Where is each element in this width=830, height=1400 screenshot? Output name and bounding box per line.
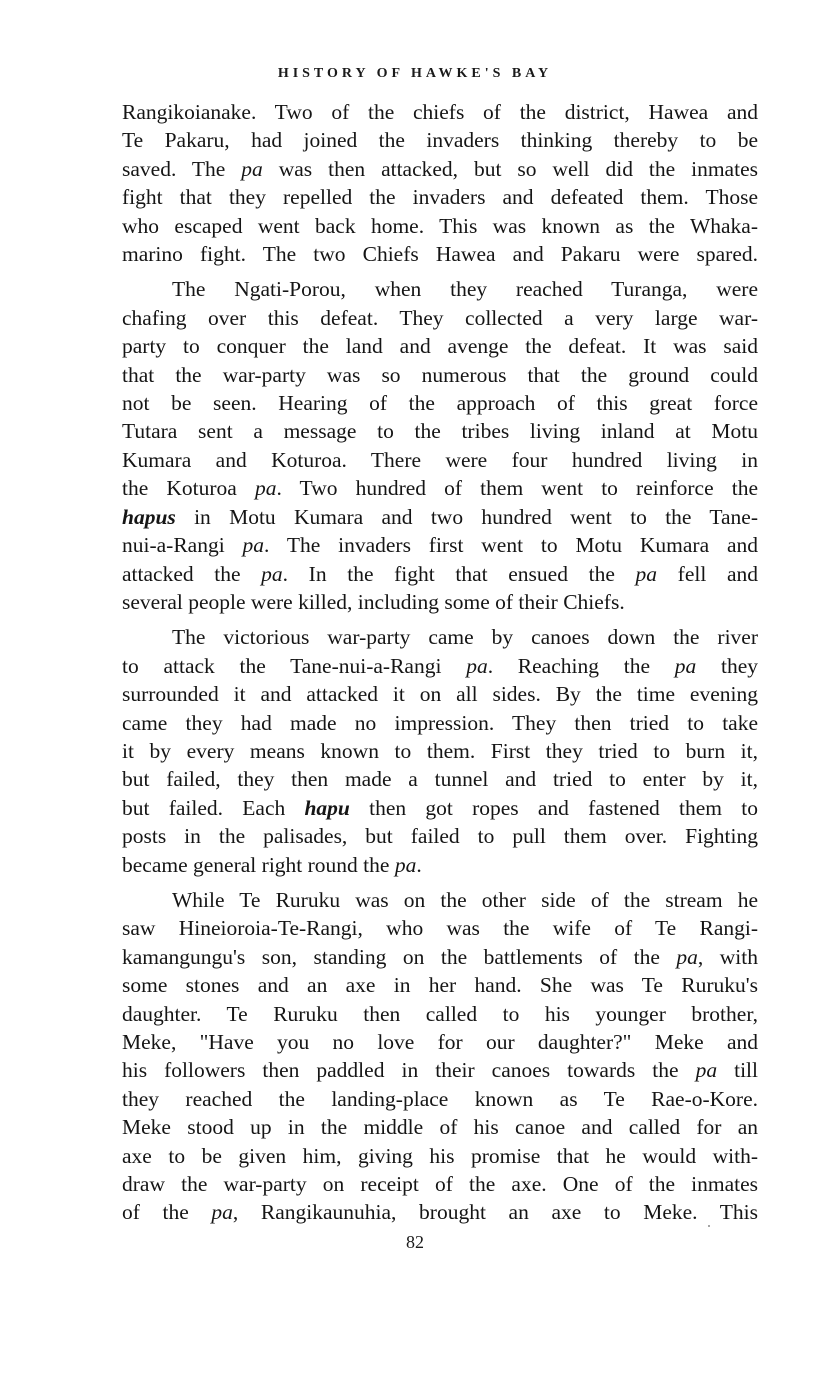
- text-line: axe to be given him, giving his promise that he would with-: [122, 1143, 758, 1168]
- text-line: his followers then paddled in their canoes towards the pa till: [122, 1058, 758, 1083]
- text-line: the Koturoa pa. Two hundred of them went to reinforce the: [122, 476, 758, 501]
- text-line: it by every means known to them. First they tried to burn it,: [122, 738, 758, 763]
- paragraph-2: [122, 275, 758, 616]
- text-line: Tutara sent a message to the tribes living inland at Motu: [122, 419, 758, 444]
- text-line: that the war-party was so numerous that the ground could: [122, 362, 758, 387]
- text-line: Kumara and Koturoa. There were four hundred living in: [122, 447, 758, 472]
- text-line: marino fight. The two Chiefs Hawea and Pakaru were spared.: [122, 242, 758, 267]
- paragraph-4: [122, 886, 758, 1227]
- text-line: The victorious war-party came by canoes down the river: [172, 625, 758, 650]
- text-line: became general right round the pa.: [122, 852, 422, 877]
- text-line: Te Pakaru, had joined the invaders thinking thereby to be: [122, 128, 758, 153]
- text-line: some stones and an axe in her hand. She was Te Ruruku's: [122, 973, 758, 998]
- text-line: nui-a-Rangi pa. The invaders first went to Motu Kumara and: [122, 533, 758, 558]
- text-line: came they had made no impression. They then tried to take: [122, 710, 758, 735]
- text-line: draw the war-party on receipt of the axe. One of the inmates: [122, 1172, 758, 1197]
- text-line: attacked the pa. In the fight that ensued the pa fell and: [122, 561, 758, 586]
- page-number: 82: [406, 1232, 424, 1252]
- text-line: The Ngati-Porou, when they reached Turanga, were: [172, 277, 758, 302]
- text-line: Meke, "Have you no love for our daughter?" Meke and: [122, 1030, 758, 1054]
- body-text: [122, 98, 758, 1234]
- text-line: several people were killed, including some of their Chiefs.: [122, 589, 625, 614]
- text-line: surrounded it and attacked it on all sides. By the time evening: [122, 682, 758, 707]
- paragraph-1: [122, 98, 758, 268]
- text-line: daughter. Te Ruruku then called to his younger brother,: [122, 1001, 758, 1026]
- text-line: Meke stood up in the middle of his canoe and called for an: [122, 1115, 758, 1140]
- text-line: Rangikoianake. Two of the chiefs of the district, Hawea and: [122, 100, 758, 124]
- text-line: saw Hineioroia-Te-Rangi, who was the wife of Te Rangi-: [122, 916, 758, 941]
- paragraph-3: [122, 623, 758, 879]
- text-line: but failed. Each hapu then got ropes and fastened them to: [122, 795, 758, 820]
- scan-speck: [708, 1225, 710, 1227]
- text-line: While Te Ruruku was on the other side of the stream he: [172, 887, 758, 912]
- text-line: who escaped went back home. This was known as the Whaka-: [122, 213, 758, 238]
- text-line: party to conquer the land and avenge the defeat. It was said: [122, 334, 758, 359]
- text-line: to attack the Tane-nui-a-Rangi pa. Reaching the pa they: [122, 653, 758, 678]
- text-line: hapus in Motu Kumara and two hundred went to the Tane-: [122, 504, 758, 529]
- text-line: not be seen. Hearing of the approach of this great force: [122, 391, 758, 416]
- text-line: fight that they repelled the invaders and defeated them. Those: [122, 185, 758, 210]
- text-line: of the pa, Rangikaunuhia, brought an axe to Meke. This: [122, 1200, 758, 1225]
- text-line: chafing over this defeat. They collected a very large war-: [122, 305, 758, 330]
- text-line: kamangungu's son, standing on the battlements of the pa, with: [122, 944, 758, 969]
- text-line: posts in the palisades, but failed to pull them over. Fighting: [122, 824, 758, 849]
- text-line: saved. The pa was then attacked, but so well did the inmates: [122, 156, 758, 181]
- text-line: they reached the landing-place known as Te Rae-o-Kore.: [122, 1086, 758, 1111]
- text-line: but failed, they then made a tunnel and tried to enter by it,: [122, 767, 758, 792]
- running-head: HISTORY OF HAWKE'S BAY: [277, 66, 553, 81]
